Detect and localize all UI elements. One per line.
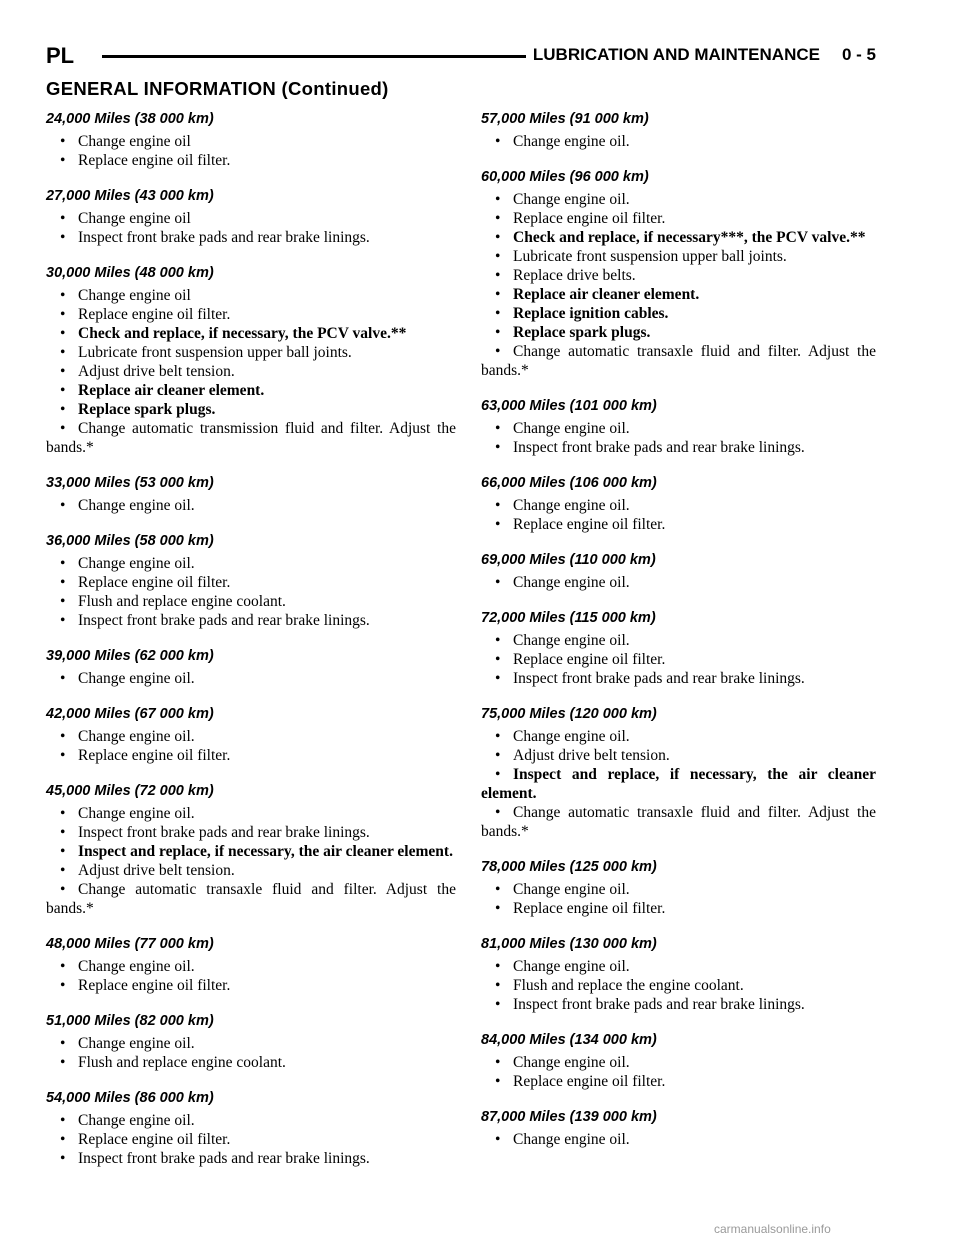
- list-item: [46, 573, 456, 592]
- list-item: [46, 669, 456, 688]
- list-item-text: Inspect front brake pads and rear brake linings.: [513, 996, 805, 1013]
- list-item: [46, 861, 456, 880]
- interval-block: [46, 532, 456, 630]
- bullet-icon: •: [60, 747, 66, 764]
- list-item-text: Replace ignition cables.: [513, 305, 669, 322]
- list-item: [481, 132, 876, 151]
- interval-block: [481, 168, 876, 380]
- list-item-text: Replace engine oil filter.: [78, 1131, 231, 1148]
- interval-heading: 66,000 Miles (106 000 km): [481, 475, 657, 491]
- interval-heading: 48,000 Miles (77 000 km): [46, 936, 214, 952]
- bullet-icon: •: [495, 766, 501, 783]
- list-item: [481, 650, 876, 669]
- list-item-text: Change automatic transaxle fluid and filter. Adjust the bands.*: [481, 804, 876, 840]
- bullet-icon: •: [495, 133, 501, 150]
- bullet-icon: •: [60, 843, 66, 860]
- list-item-text: Change engine oil.: [513, 420, 630, 437]
- list-item: [481, 304, 876, 323]
- list-item-text: Lubricate front suspension upper ball joints.: [513, 248, 787, 265]
- bullet-icon: •: [495, 324, 501, 341]
- list-item: [481, 209, 876, 228]
- list-item: [46, 286, 456, 305]
- list-item-text: Replace engine oil filter.: [78, 747, 231, 764]
- bullet-icon: •: [495, 670, 501, 687]
- list-item-text: Change engine oil.: [513, 191, 630, 208]
- list-item-text: Change automatic transmission fluid and filter. Adjust the bands.*: [46, 420, 456, 456]
- list-item: [46, 611, 456, 630]
- list-item-text: Replace engine oil filter.: [78, 574, 231, 591]
- bullet-icon: •: [60, 401, 66, 418]
- list-item: [481, 976, 876, 995]
- list-item-text: Change engine oil.: [513, 632, 630, 649]
- list-item-text: Replace engine oil filter.: [513, 516, 666, 533]
- interval-block: [481, 551, 876, 592]
- bullet-icon: •: [495, 632, 501, 649]
- interval-block: [46, 187, 456, 247]
- list-item-text: Change engine oil.: [513, 881, 630, 898]
- list-item-text: Change engine oil.: [78, 958, 195, 975]
- list-item: [481, 228, 876, 247]
- interval-heading: 72,000 Miles (115 000 km): [481, 610, 656, 626]
- list-item-text: Replace spark plugs.: [78, 401, 216, 418]
- list-item: [46, 1130, 456, 1149]
- list-item: [481, 765, 876, 803]
- list-item-text: Change automatic transaxle fluid and filter. Adjust the bands.*: [46, 881, 456, 917]
- bullet-icon: •: [60, 287, 66, 304]
- list-item: [46, 305, 456, 324]
- interval-block: [46, 705, 456, 765]
- bullet-icon: •: [495, 747, 501, 764]
- list-item-text: Replace spark plugs.: [513, 324, 651, 341]
- list-item: [46, 957, 456, 976]
- list-item-text: Change engine oil.: [513, 1054, 630, 1071]
- list-item: [46, 151, 456, 170]
- interval-block: [46, 1012, 456, 1072]
- bullet-icon: •: [495, 191, 501, 208]
- list-item: [481, 247, 876, 266]
- bullet-icon: •: [495, 1073, 501, 1090]
- interval-block: [46, 264, 456, 457]
- bullet-icon: •: [60, 977, 66, 994]
- bullet-icon: •: [495, 305, 501, 322]
- list-item: [46, 880, 456, 918]
- list-item-text: Change engine oil.: [78, 555, 195, 572]
- list-item: [481, 669, 876, 688]
- bullet-icon: •: [60, 612, 66, 629]
- list-item-text: Inspect and replace, if necessary, the air cleaner element.: [481, 766, 876, 802]
- list-item: [481, 342, 876, 380]
- list-item-text: Change engine oil: [78, 133, 191, 150]
- bullet-icon: •: [60, 210, 66, 227]
- list-item-text: Change engine oil.: [513, 1131, 630, 1148]
- left-column: [46, 110, 456, 1185]
- list-item: [46, 1034, 456, 1053]
- interval-heading: 42,000 Miles (67 000 km): [46, 706, 214, 722]
- interval-heading: 75,000 Miles (120 000 km): [481, 706, 657, 722]
- list-item: [46, 324, 456, 343]
- bullet-icon: •: [60, 958, 66, 975]
- bullet-icon: •: [60, 1035, 66, 1052]
- interval-block: [481, 858, 876, 918]
- list-item-text: Replace drive belts.: [513, 267, 636, 284]
- list-item-text: Change engine oil.: [513, 497, 630, 514]
- bullet-icon: •: [495, 210, 501, 227]
- interval-heading: 84,000 Miles (134 000 km): [481, 1032, 657, 1048]
- interval-block: [481, 474, 876, 534]
- list-item-text: Replace engine oil filter.: [513, 900, 666, 917]
- list-item: [481, 899, 876, 918]
- interval-block: [46, 474, 456, 515]
- list-item-text: Check and replace, if necessary, the PCV valve.**: [78, 325, 407, 342]
- list-item: [481, 803, 876, 841]
- list-item: [46, 343, 456, 362]
- bullet-icon: •: [60, 555, 66, 572]
- header-rule: [102, 55, 526, 58]
- bullet-icon: •: [495, 229, 501, 246]
- bullet-icon: •: [60, 862, 66, 879]
- interval-heading: 30,000 Miles (48 000 km): [46, 265, 214, 281]
- bullet-icon: •: [495, 286, 501, 303]
- list-item-text: Change engine oil.: [513, 728, 630, 745]
- bullet-icon: •: [495, 420, 501, 437]
- list-item-text: Change engine oil.: [78, 728, 195, 745]
- list-item: [481, 1053, 876, 1072]
- list-item-text: Inspect front brake pads and rear brake linings.: [78, 229, 370, 246]
- interval-heading: 81,000 Miles (130 000 km): [481, 936, 657, 952]
- list-item-text: Adjust drive belt tension.: [78, 862, 235, 879]
- list-item: [46, 496, 456, 515]
- bullet-icon: •: [60, 670, 66, 687]
- section-title: GENERAL INFORMATION (Continued): [46, 78, 389, 99]
- bullet-icon: •: [60, 1150, 66, 1167]
- list-item: [46, 554, 456, 573]
- bullet-icon: •: [60, 728, 66, 745]
- list-item-text: Change automatic transaxle fluid and filter. Adjust the bands.*: [481, 343, 876, 379]
- list-item-text: Change engine oil: [78, 287, 191, 304]
- list-item: [481, 190, 876, 209]
- list-item: [481, 515, 876, 534]
- list-item-text: Change engine oil: [78, 210, 191, 227]
- page-header: [46, 40, 876, 72]
- interval-block: [46, 935, 456, 995]
- header-section-title: LUBRICATION AND MAINTENANCE: [532, 45, 820, 64]
- list-item-text: Lubricate front suspension upper ball joints.: [78, 344, 352, 361]
- header-right: [533, 45, 876, 65]
- list-item-text: Adjust drive belt tension.: [513, 747, 670, 764]
- list-item: [46, 823, 456, 842]
- bullet-icon: •: [495, 958, 501, 975]
- interval-heading: 69,000 Miles (110 000 km): [481, 552, 656, 568]
- list-item: [481, 995, 876, 1014]
- bullet-icon: •: [60, 824, 66, 841]
- bullet-icon: •: [495, 516, 501, 533]
- interval-heading: 24,000 Miles (38 000 km): [46, 111, 214, 127]
- list-item-text: Flush and replace the engine coolant.: [513, 977, 744, 994]
- list-item: [46, 727, 456, 746]
- list-item-text: Adjust drive belt tension.: [78, 363, 235, 380]
- list-item-text: Flush and replace engine coolant.: [78, 593, 286, 610]
- list-item: [46, 381, 456, 400]
- list-item: [481, 1072, 876, 1091]
- list-item-text: Change engine oil.: [78, 1112, 195, 1129]
- interval-block: [481, 609, 876, 688]
- interval-heading: 57,000 Miles (91 000 km): [481, 111, 649, 127]
- list-item: [481, 419, 876, 438]
- list-item-text: Change engine oil.: [78, 1035, 195, 1052]
- bullet-icon: •: [60, 152, 66, 169]
- header-page-number: 0 - 5: [841, 45, 876, 64]
- list-item: [46, 1111, 456, 1130]
- bullet-icon: •: [495, 728, 501, 745]
- list-item-text: Change engine oil.: [513, 574, 630, 591]
- list-item-text: Inspect front brake pads and rear brake linings.: [78, 612, 370, 629]
- interval-block: [481, 1108, 876, 1149]
- bullet-icon: •: [60, 363, 66, 380]
- bullet-icon: •: [60, 229, 66, 246]
- bullet-icon: •: [60, 497, 66, 514]
- bullet-icon: •: [60, 1131, 66, 1148]
- watermark: carmanualsonline.info: [714, 1222, 831, 1236]
- list-item: [46, 362, 456, 381]
- list-item: [46, 132, 456, 151]
- list-item: [46, 804, 456, 823]
- bullet-icon: •: [60, 382, 66, 399]
- interval-heading: 27,000 Miles (43 000 km): [46, 188, 214, 204]
- interval-heading: 33,000 Miles (53 000 km): [46, 475, 214, 491]
- header-vehicle-code: PL: [46, 43, 75, 68]
- list-item: [46, 976, 456, 995]
- interval-heading: 63,000 Miles (101 000 km): [481, 398, 657, 414]
- interval-block: [46, 647, 456, 688]
- bullet-icon: •: [495, 1131, 501, 1148]
- bullet-icon: •: [495, 651, 501, 668]
- list-item-text: Inspect front brake pads and rear brake linings.: [78, 1150, 370, 1167]
- bullet-icon: •: [495, 248, 501, 265]
- bullet-icon: •: [495, 267, 501, 284]
- interval-heading: 54,000 Miles (86 000 km): [46, 1090, 214, 1106]
- bullet-icon: •: [60, 805, 66, 822]
- list-item: [481, 727, 876, 746]
- interval-heading: 87,000 Miles (139 000 km): [481, 1109, 657, 1125]
- interval-heading: 39,000 Miles (62 000 km): [46, 648, 214, 664]
- list-item-text: Change engine oil.: [78, 805, 195, 822]
- list-item: [46, 746, 456, 765]
- list-item-text: Change engine oil.: [78, 670, 195, 687]
- bullet-icon: •: [60, 593, 66, 610]
- list-item: [481, 496, 876, 515]
- bullet-icon: •: [60, 574, 66, 591]
- bullet-icon: •: [495, 900, 501, 917]
- interval-heading: 60,000 Miles (96 000 km): [481, 169, 649, 185]
- bullet-icon: •: [60, 325, 66, 342]
- bullet-icon: •: [495, 881, 501, 898]
- list-item: [46, 419, 456, 457]
- list-item-text: Replace engine oil filter.: [78, 977, 231, 994]
- bullet-icon: •: [60, 133, 66, 150]
- bullet-icon: •: [495, 1054, 501, 1071]
- list-item-text: Replace engine oil filter.: [78, 152, 231, 169]
- list-item: [46, 400, 456, 419]
- list-item: [46, 592, 456, 611]
- interval-block: [46, 782, 456, 918]
- list-item: [481, 1130, 876, 1149]
- bullet-icon: •: [495, 996, 501, 1013]
- interval-heading: 78,000 Miles (125 000 km): [481, 859, 657, 875]
- list-item: [481, 631, 876, 650]
- list-item-text: Change engine oil.: [513, 958, 630, 975]
- list-item-text: Flush and replace engine coolant.: [78, 1054, 286, 1071]
- interval-block: [481, 705, 876, 841]
- bullet-icon: •: [495, 439, 501, 456]
- list-item-text: Change engine oil.: [513, 133, 630, 150]
- right-column: [481, 110, 876, 1166]
- list-item: [481, 266, 876, 285]
- interval-block: [481, 935, 876, 1014]
- list-item: [481, 957, 876, 976]
- list-item: [46, 1149, 456, 1168]
- bullet-icon: •: [60, 1112, 66, 1129]
- list-item-text: Inspect front brake pads and rear brake linings.: [513, 670, 805, 687]
- list-item-text: Check and replace, if necessary***, the PCV valve.**: [513, 229, 866, 246]
- interval-block: [46, 1089, 456, 1168]
- list-item: [481, 285, 876, 304]
- list-item: [46, 1053, 456, 1072]
- list-item: [481, 746, 876, 765]
- list-item-text: Replace engine oil filter.: [513, 651, 666, 668]
- bullet-icon: •: [495, 497, 501, 514]
- list-item: [481, 573, 876, 592]
- list-item: [481, 323, 876, 342]
- list-item: [46, 842, 456, 861]
- list-item-text: Replace air cleaner element.: [513, 286, 700, 303]
- bullet-icon: •: [60, 344, 66, 361]
- interval-block: [481, 1031, 876, 1091]
- list-item-text: Inspect front brake pads and rear brake linings.: [78, 824, 370, 841]
- bullet-icon: •: [60, 306, 66, 323]
- list-item-text: Replace air cleaner element.: [78, 382, 265, 399]
- interval-block: [481, 110, 876, 151]
- list-item-text: Inspect front brake pads and rear brake linings.: [513, 439, 805, 456]
- list-item: [481, 880, 876, 899]
- list-item-text: Change engine oil.: [78, 497, 195, 514]
- bullet-icon: •: [60, 1054, 66, 1071]
- interval-heading: 45,000 Miles (72 000 km): [46, 783, 214, 799]
- bullet-icon: •: [495, 343, 501, 360]
- list-item-text: Replace engine oil filter.: [78, 306, 231, 323]
- bullet-icon: •: [495, 977, 501, 994]
- interval-block: [46, 110, 456, 170]
- bullet-icon: •: [495, 574, 501, 591]
- list-item-text: Replace engine oil filter.: [513, 210, 666, 227]
- bullet-icon: •: [60, 420, 66, 437]
- bullet-icon: •: [495, 804, 501, 821]
- list-item-text: Replace engine oil filter.: [513, 1073, 666, 1090]
- bullet-icon: •: [60, 881, 66, 898]
- interval-heading: 36,000 Miles (58 000 km): [46, 533, 214, 549]
- list-item: [46, 228, 456, 247]
- interval-block: [481, 397, 876, 457]
- list-item: [481, 438, 876, 457]
- list-item-text: Inspect and replace, if necessary, the air cleaner element.: [78, 843, 453, 860]
- interval-heading: 51,000 Miles (82 000 km): [46, 1013, 214, 1029]
- list-item: [46, 209, 456, 228]
